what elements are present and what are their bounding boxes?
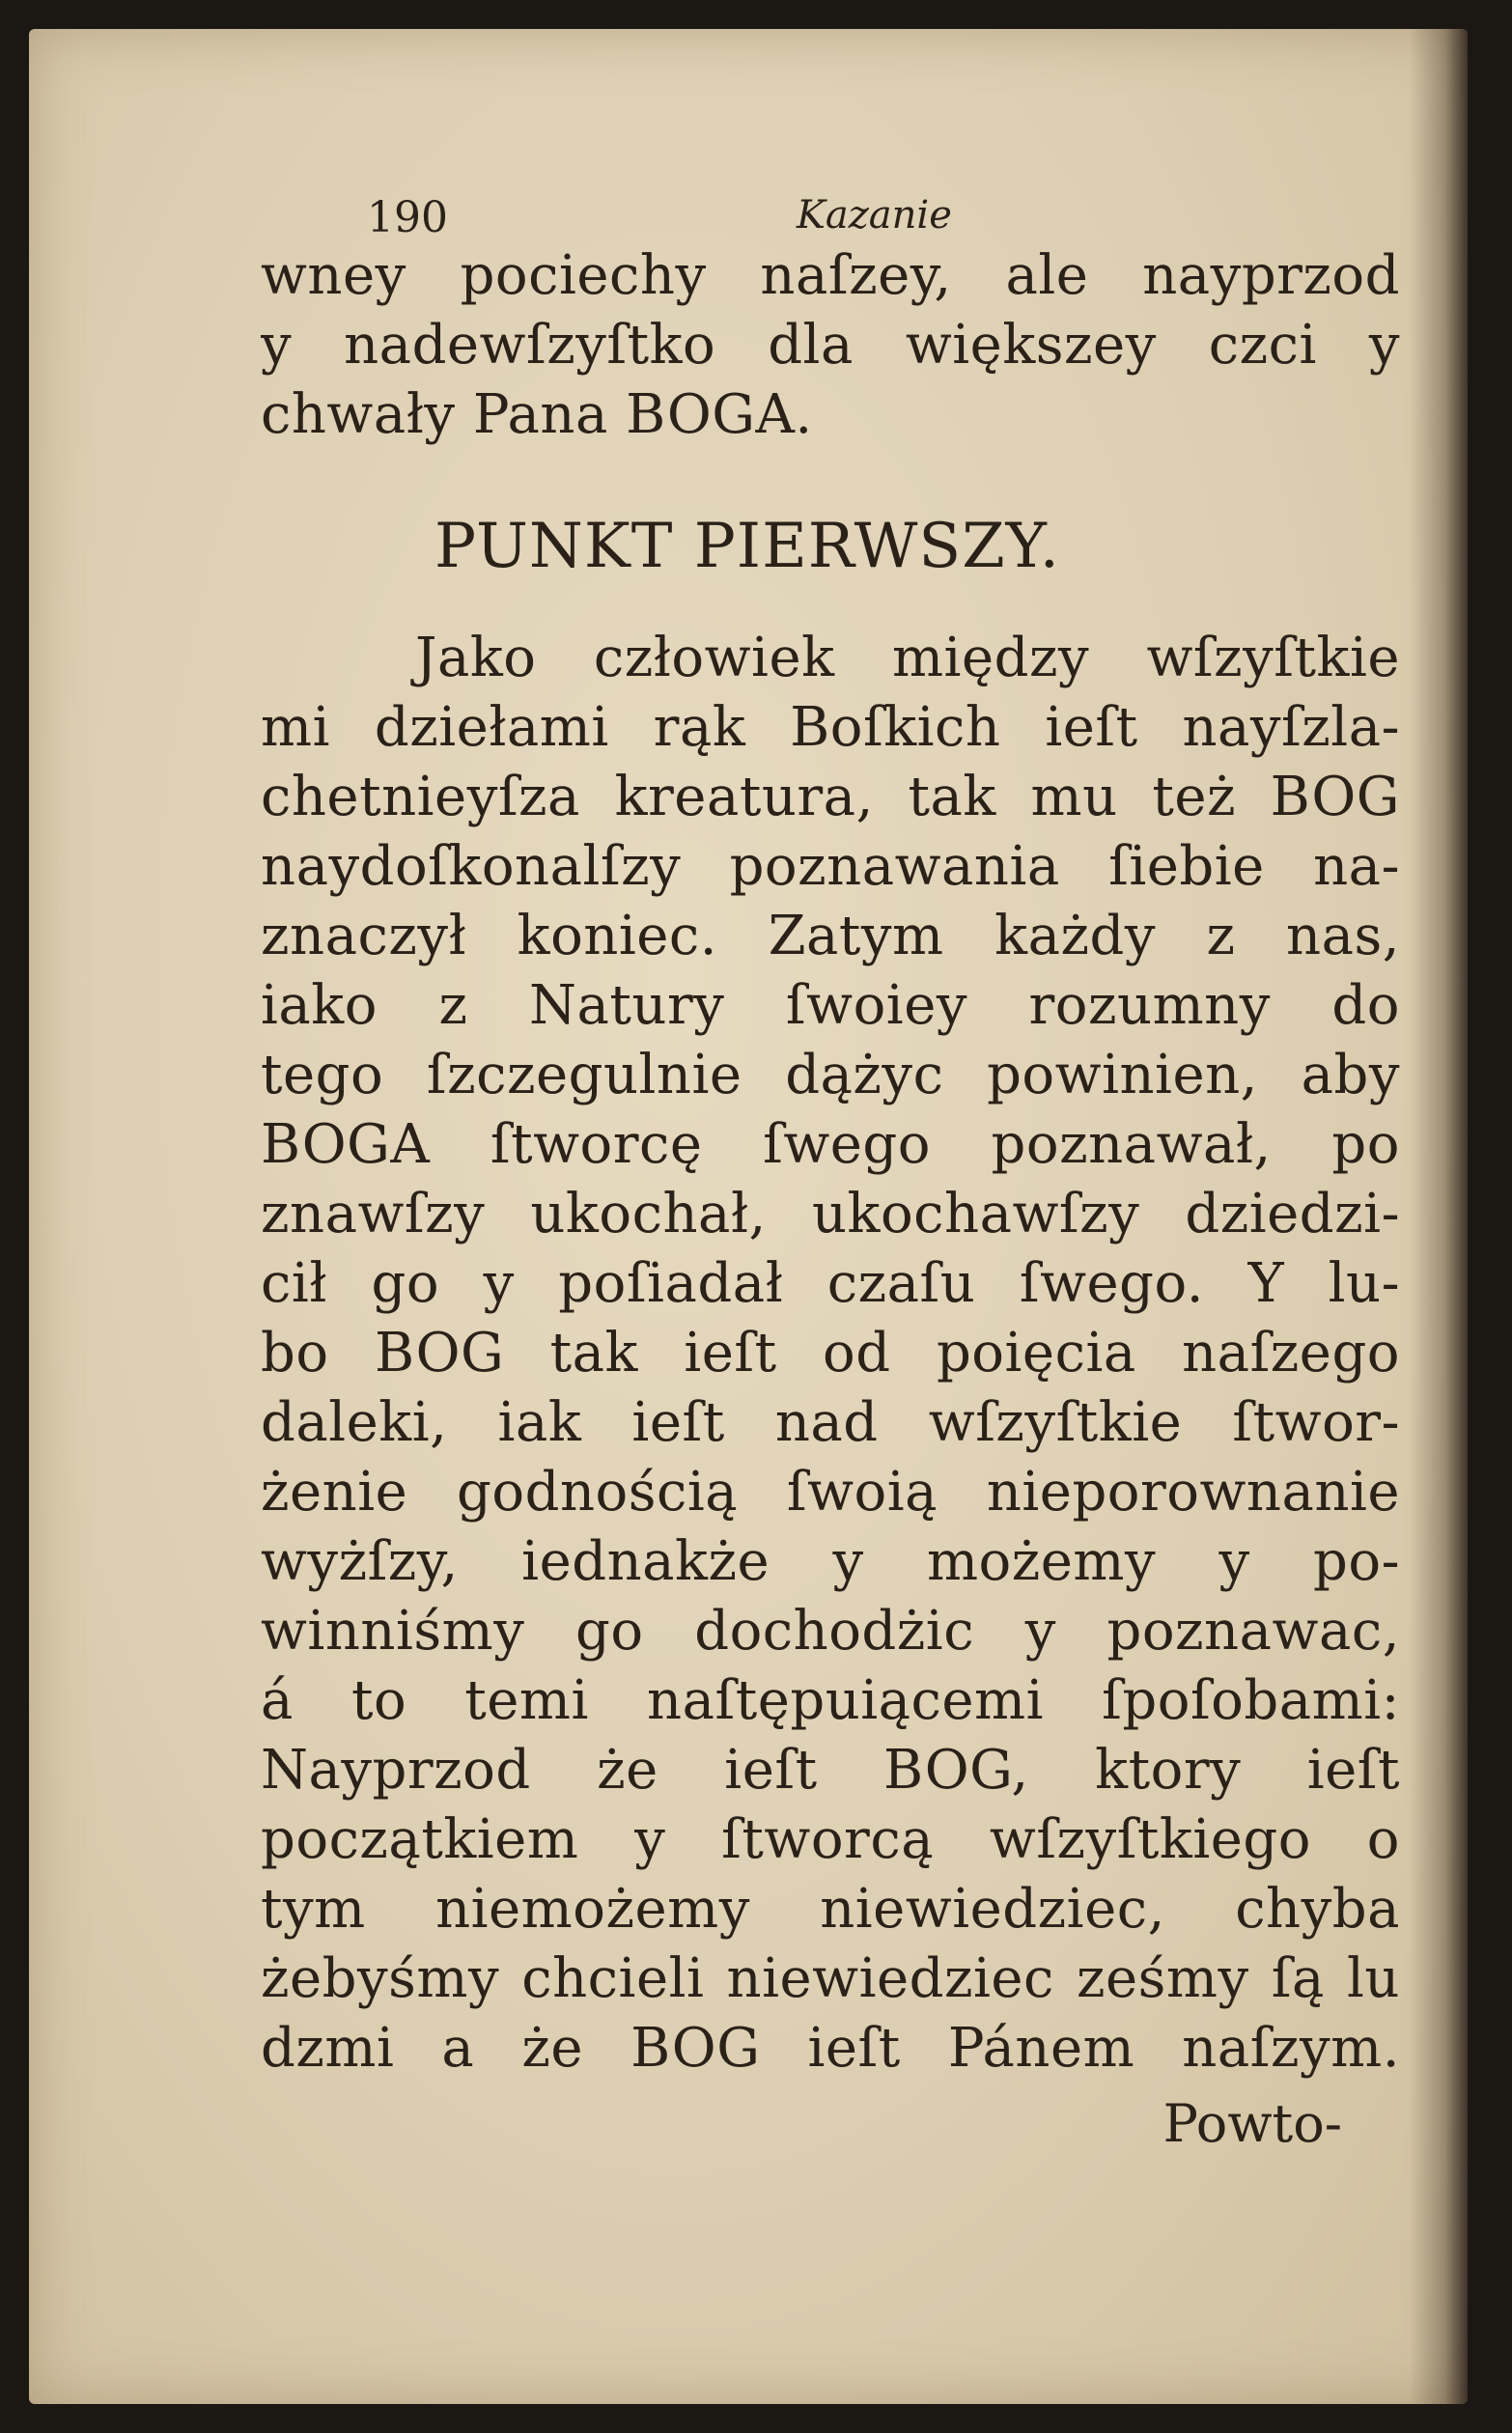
body-line: początkiem y ſtworcą wſzyſtkiego o [261,1808,1400,1871]
intro-paragraph [261,241,1400,450]
body-line: żebyśmy chcieli niewiedziec ześmy ſą lu [261,1947,1400,2010]
body-line: dzmi a że BOG ieſt Pánem naſzym. [261,2017,1400,2080]
body-line: chetnieyſza kreatura, tak mu też BOG [261,766,1400,828]
body-line: bo BOG tak ieſt od poięcia naſzego [261,1322,1400,1384]
page-text [261,174,1400,2159]
body-line: daleki, iak ieſt nad wſzyſtkie ſtwor- [261,1391,1400,1454]
body-line: winniśmy go dochodżic y poznawac, [261,1600,1400,1663]
body-paragraph [261,624,1400,2083]
book-page [29,29,1468,2404]
body-line: Nayprzod że ieſt BOG, ktory ieſt [261,1739,1400,1802]
body-line: á to temi naſtępuiącemi ſpoſobami: [261,1669,1400,1732]
intro-line: y nadewſzyſtko dla większey czci y [261,314,1400,377]
page-number: 190 [367,193,448,242]
body-line: żenie godnością ſwoią nieporownanie [261,1461,1400,1524]
intro-line: wney pociechy naſzey, ale nayprzod [261,244,1400,307]
body-line: tego ſzczegulnie dążyc powinien, aby [261,1044,1400,1106]
body-line: znawſzy ukochał, ukochawſzy dziedzi- [261,1183,1400,1245]
body-line: tym niemożemy niewiedziec, chyba [261,1878,1400,1941]
body-line: naydoſkonalſzy poznawania ſiebie na- [261,835,1400,898]
body-line: iako z Natury ſwoiey rozumny do [261,974,1400,1037]
body-line: znaczył koniec. Zatym każdy z nas, [261,905,1400,967]
body-line: Jako człowiek między wſzyſtkie [415,627,1400,689]
intro-line: chwały Pana BOGA. [261,383,813,446]
body-line: cił go y poſiadał czaſu ſwego. Y lu- [261,1252,1400,1315]
body-line: wyżſzy, iednakże y możemy y po- [261,1530,1400,1593]
body-line: BOGA ſtworcę ſwego poznawał, po [261,1113,1400,1176]
catchword: Powto- [1162,2093,1342,2154]
running-head [261,174,1400,241]
running-title: Kazanie [797,193,952,238]
body-line: mi dziełami rąk Boſkich ieſt nayſzla- [261,696,1400,759]
section-heading: PUNKT PIERWSZY. [434,511,1060,582]
page-gutter-shadow [1410,29,1468,2404]
